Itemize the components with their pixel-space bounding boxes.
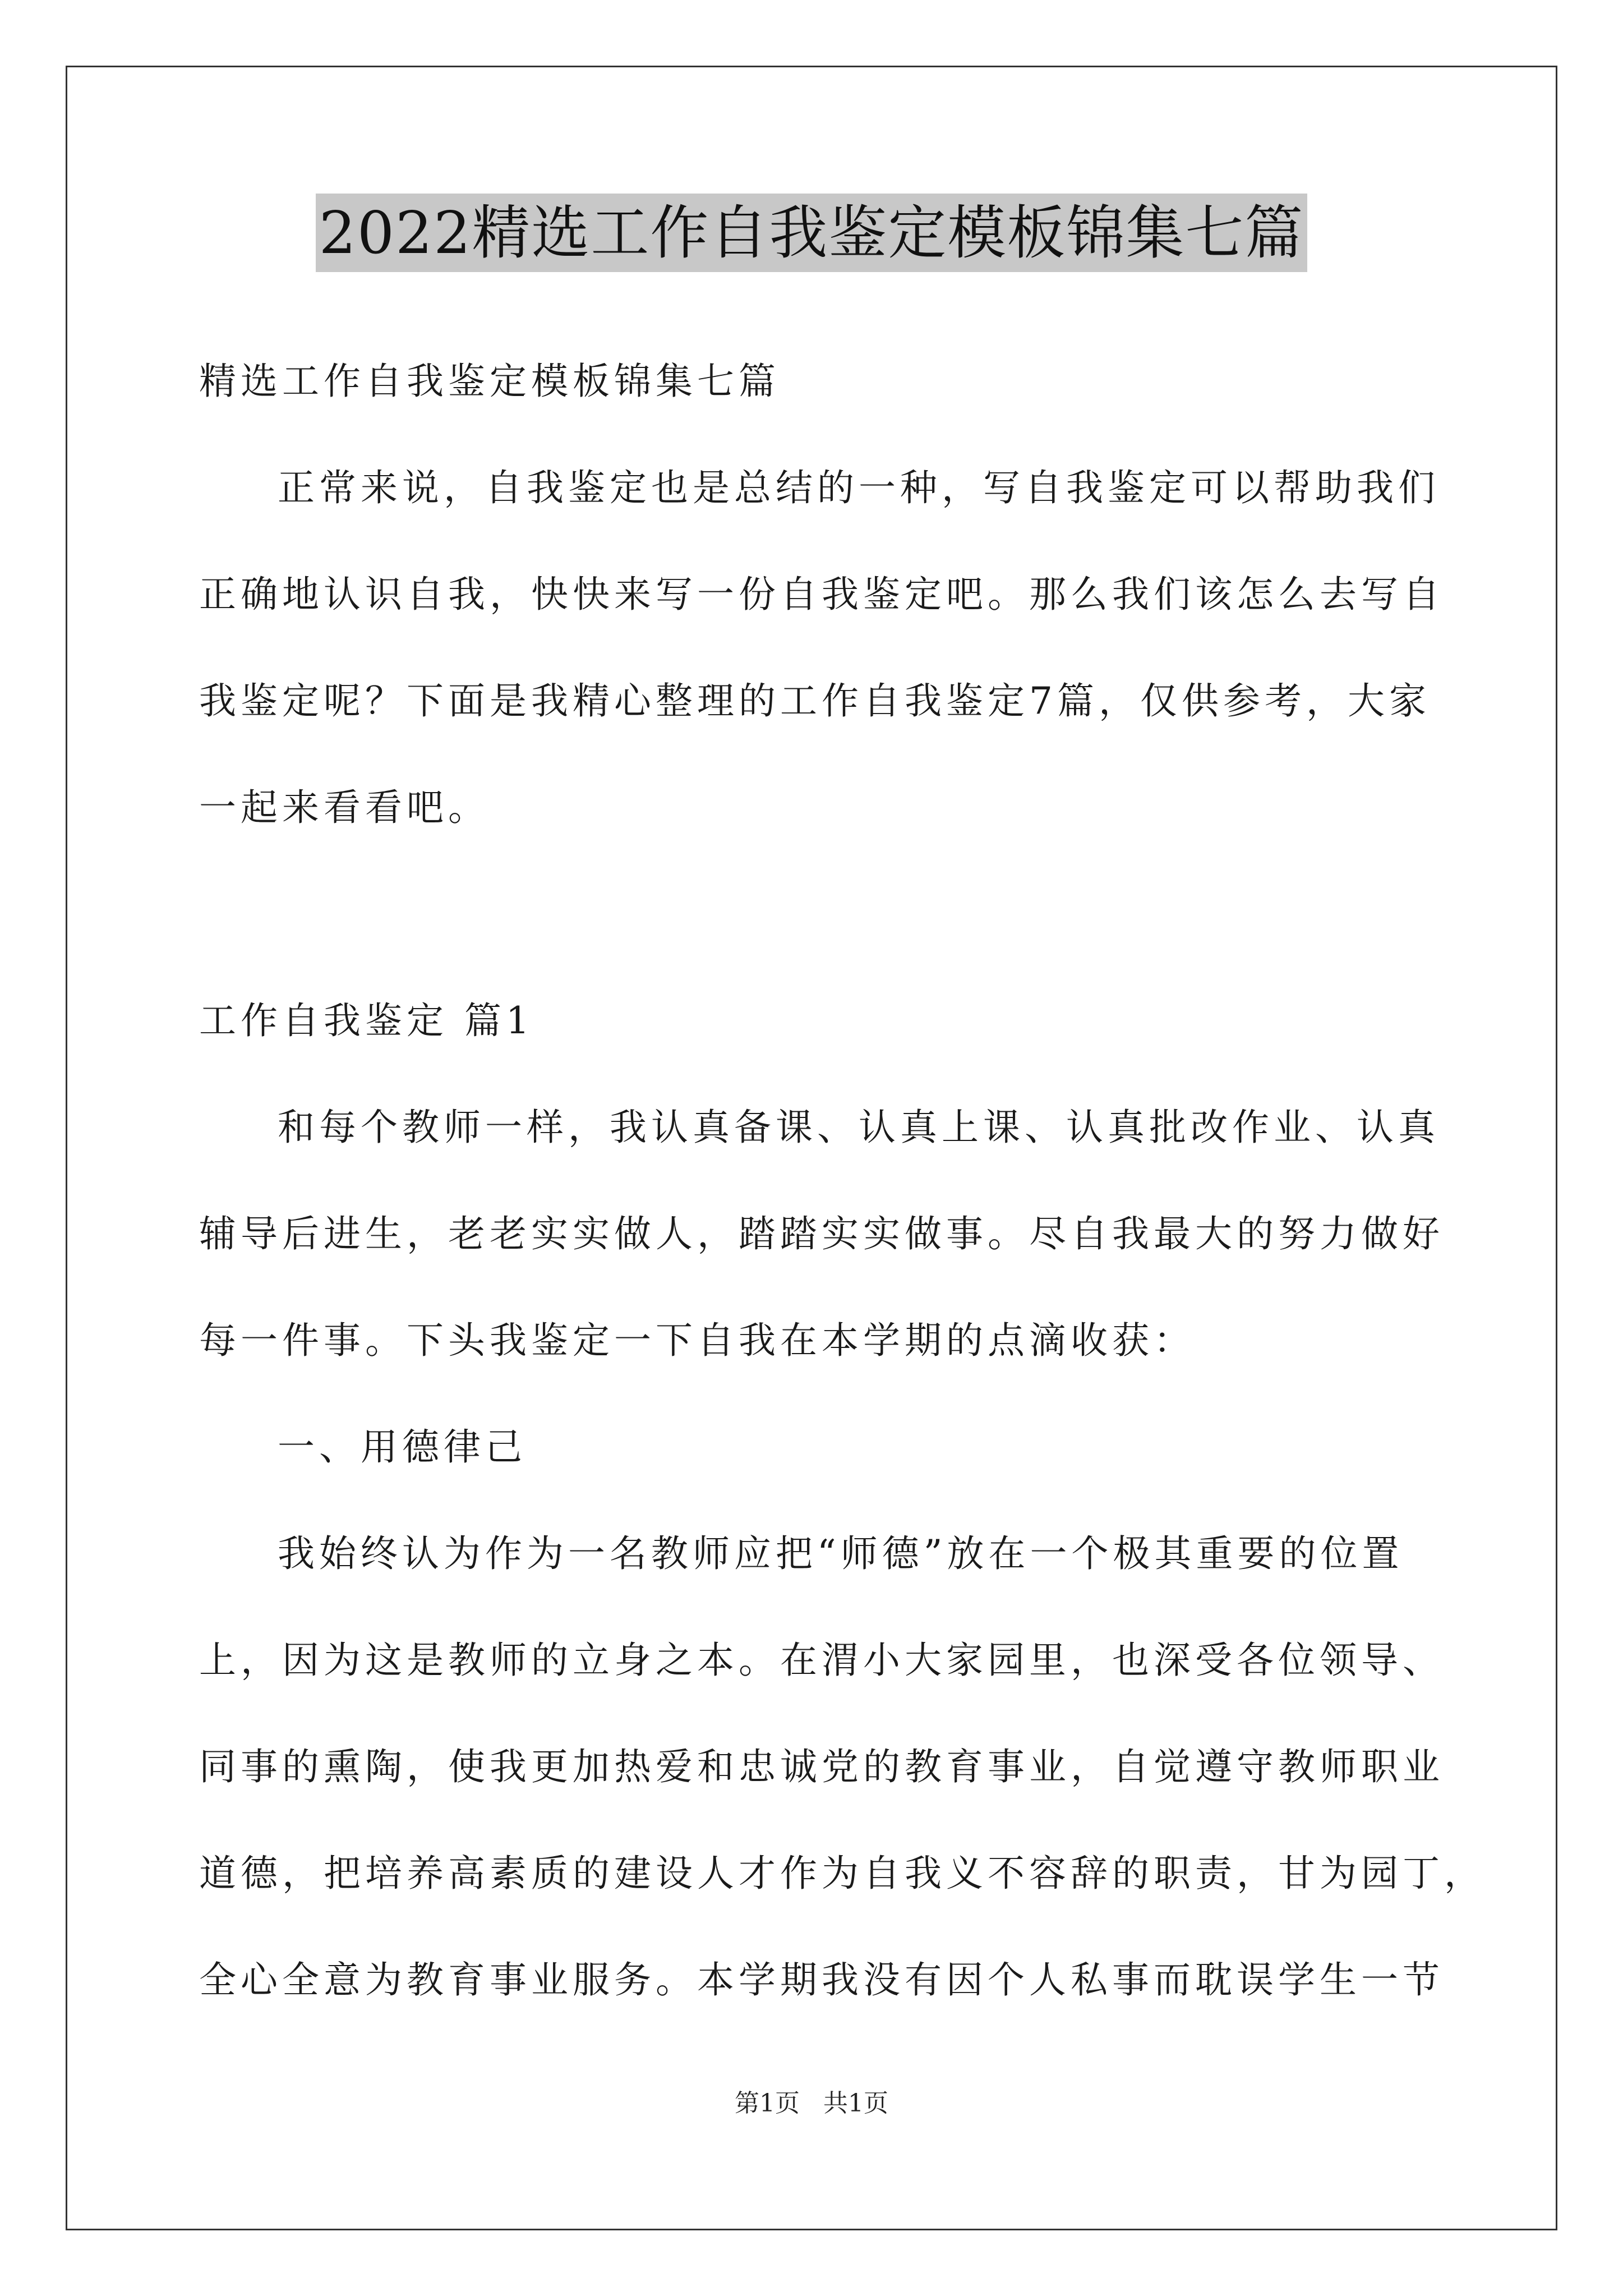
paragraph-line: 辅导后进生，老老实实做人，踏踏实实做事。尽自我最大的努力做好 [199, 1212, 1444, 1255]
subheading: 一、用德律己 [278, 1425, 527, 1469]
page-number: 第1页 [735, 2089, 800, 2118]
title-container [0, 194, 1623, 272]
paragraph-line: 和每个教师一样，我认真备课、认真上课、认真批改作业、认真 [278, 1106, 1440, 1149]
document-title: 2022精选工作自我鉴定模板锦集七篇 [316, 194, 1308, 272]
paragraph-line: 我始终认为作为一名教师应把“师德”放在一个极其重要的位置 [278, 1532, 1404, 1575]
paragraph-line: 道德，把培养高素质的建设人才作为自我义不容辞的职责，甘为园丁， [199, 1852, 1486, 1895]
section-heading: 工作自我鉴定 篇1 [199, 999, 534, 1042]
intro-line: 一起来看看吧。 [199, 786, 490, 829]
paragraph-line: 全心全意为教育事业服务。本学期我没有因个人私事而耽误学生一节 [199, 1958, 1444, 2001]
intro-line: 正常来说，自我鉴定也是总结的一种，写自我鉴定可以帮助我们 [278, 466, 1440, 509]
intro-line: 正确地认识自我，快快来写一份自我鉴定吧。那么我们该怎么去写自 [199, 573, 1444, 616]
paragraph-line: 同事的熏陶，使我更加热爱和忠诚党的教育事业，自觉遵守教师职业 [199, 1745, 1444, 1788]
page-footer [0, 2087, 1623, 2120]
page-total: 共1页 [823, 2089, 888, 2118]
paragraph-line: 每一件事。下头我鉴定一下自我在本学期的点滴收获： [199, 1319, 1195, 1362]
paragraph-line: 上，因为这是教师的立身之本。在渭小大家园里，也深受各位领导、 [199, 1639, 1444, 1682]
intro-line: 我鉴定呢？下面是我精心整理的工作自我鉴定7篇，仅供参考，大家 [199, 679, 1431, 723]
document-subtitle: 精选工作自我鉴定模板锦集七篇 [199, 360, 780, 403]
